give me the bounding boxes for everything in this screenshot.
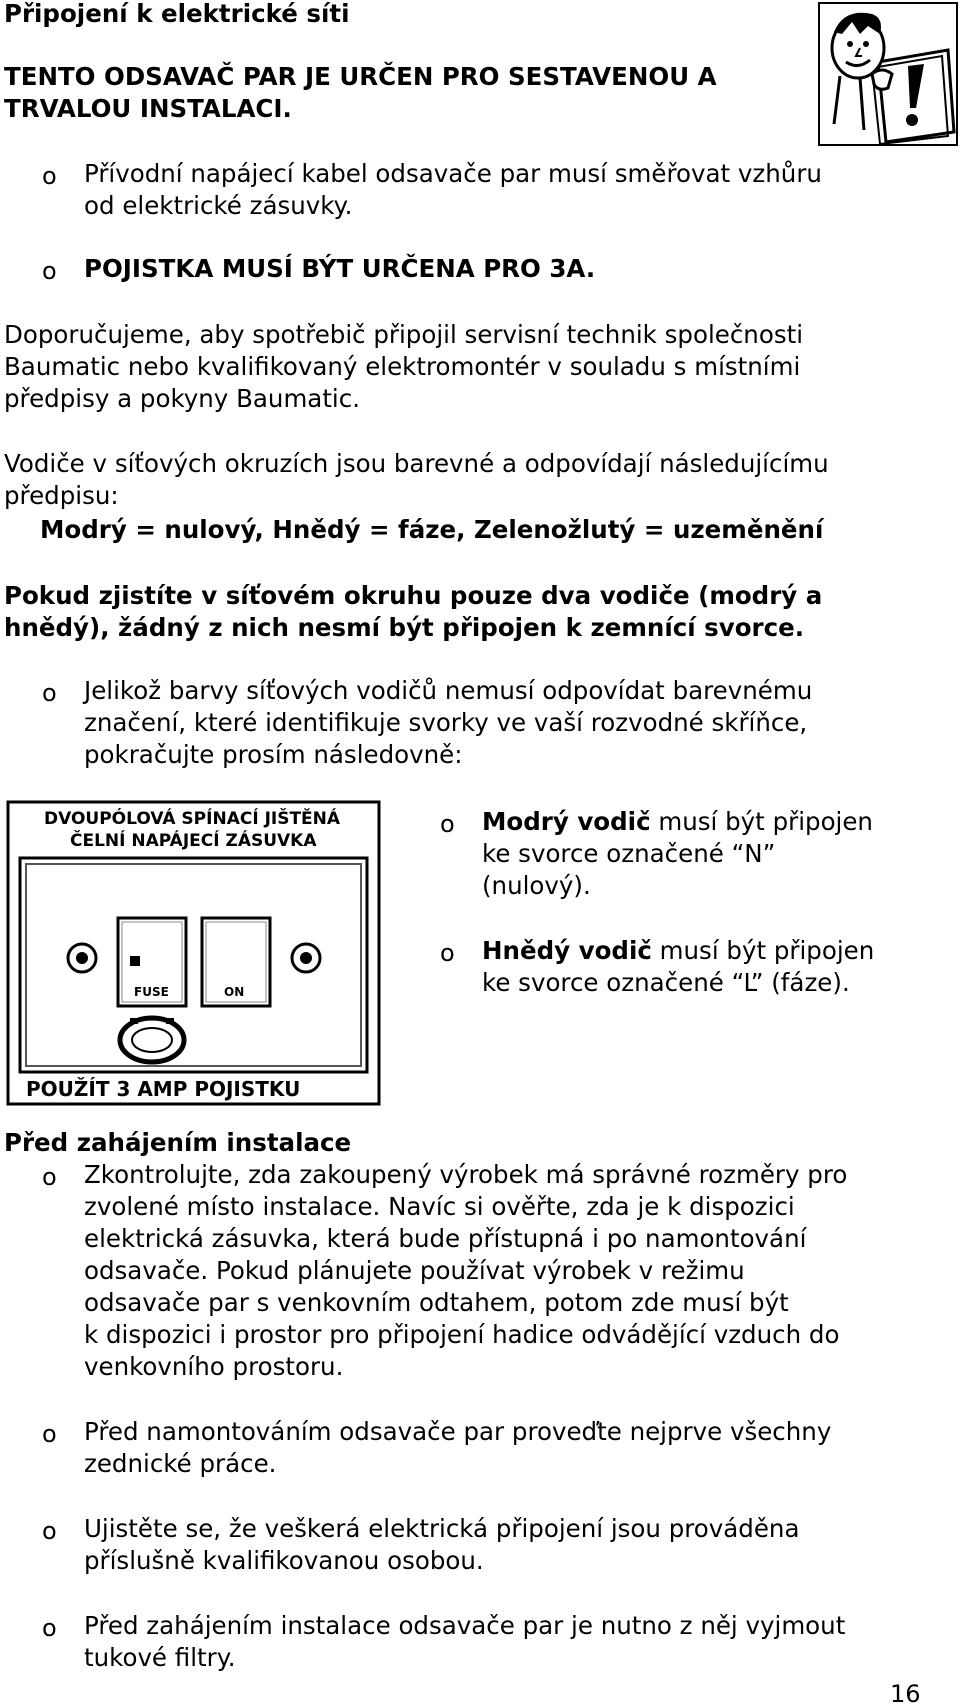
page-number: 16	[890, 1680, 921, 1708]
bullet-glyph: o	[42, 1163, 57, 1191]
install-notice-line: TRVALOU INSTALACI.	[4, 94, 292, 123]
color-code-line: Modrý = nulový, Hnědý = fáze, Zelenožlutý = uzeměnění	[40, 515, 824, 544]
wire-rule-blue: Modrý vodič musí být připojen	[482, 807, 873, 836]
before-item-line: tukové filtry.	[84, 1643, 236, 1672]
before-item-line: zednické práce.	[84, 1449, 277, 1478]
recommend-line: předpisy a pokyny Baumatic.	[4, 384, 360, 413]
wire-rule-line: ke svorce označené “N”	[482, 839, 776, 868]
two-wire-warning-line: Pokud zjistíte v síťovém okruhu pouze dva vodiče (modrý a	[4, 581, 823, 610]
figure-label-top: ČELNÍ NAPÁJECÍ ZÁSUVKA	[70, 831, 317, 851]
switch-right-label: ON	[224, 985, 245, 999]
figure-label-top: DVOUPÓLOVÁ SPÍNACÍ JIŠTĚNÁ	[44, 809, 341, 829]
install-notice-line: TENTO ODSAVAČ PAR JE URČEN PRO SESTAVENOU A	[4, 62, 717, 91]
bullet-text-line: pokračujte prosím následovně:	[84, 740, 463, 769]
bullet-glyph: o	[440, 939, 455, 967]
bullet-glyph: o	[42, 162, 57, 190]
before-item-line: k dispozici i prostor pro připojení hadice odvádějící vzduch do	[84, 1320, 840, 1349]
before-item-line: příslušně kvalifikovanou osobou.	[84, 1546, 484, 1575]
bullet-glyph: o	[440, 810, 455, 838]
before-item-line: odsavače. Pokud plánujete používat výrobek v režimu	[84, 1256, 745, 1285]
figure-label-bottom: POUŽÍT 3 AMP POJISTKU	[26, 1077, 301, 1101]
bullet-glyph: o	[42, 679, 57, 707]
warning-cartoon-illustration	[818, 2, 958, 146]
recommend-line: Baumatic nebo kvalifikovaný elektromontér v souladu s místními	[4, 352, 801, 381]
bullet-text-line: Přívodní napájecí kabel odsavače par musí směřovat vzhůru	[84, 159, 822, 188]
before-heading: Před zahájením instalace	[4, 1128, 352, 1157]
bullet-text-line: značení, které identifikuje svorky ve vaší rozvodné skříňce,	[84, 708, 808, 737]
switch-left-label: FUSE	[134, 985, 169, 999]
two-wire-warning-line: hnědý), žádný z nich nesmí být připojen k zemnící svorce.	[4, 613, 805, 642]
wire-rule-line: ke svorce označené “L” (fáze).	[482, 968, 850, 997]
before-item-line: Ujistěte se, že veškerá elektrická připojení jsou prováděna	[84, 1514, 800, 1543]
bullet-glyph: o	[42, 257, 57, 285]
before-item-line: venkovního prostoru.	[84, 1352, 344, 1381]
fuse-notice: POJISTKA MUSÍ BÝT URČENA PRO 3A.	[84, 254, 596, 283]
before-item-line: Před namontováním odsavače par proveďte nejprve všechny	[84, 1417, 832, 1446]
wire-rule-brown: Hnědý vodič musí být připojen	[482, 936, 875, 965]
bullet-glyph: o	[42, 1420, 57, 1448]
wire-rule-line: (nulový).	[482, 871, 591, 900]
recommend-line: Doporučujeme, aby spotřebič připojil servisní technik společnosti	[4, 320, 804, 349]
wires-intro-line: Vodiče v síťových okruzích jsou barevné a odpovídají následujícímu	[4, 449, 829, 478]
wires-intro-line: předpisu:	[4, 481, 119, 510]
bullet-text-line: Jelikož barvy síťových vodičů nemusí odpovídat barevnému	[84, 676, 813, 705]
bullet-text-line: od elektrické zásuvky.	[84, 191, 353, 220]
bullet-glyph: o	[42, 1517, 57, 1545]
before-item-line: odsavače par s venkovním odtahem, potom zde musí být	[84, 1288, 789, 1317]
before-item-line: Před zahájením instalace odsavače par je nutno z něj vyjmout	[84, 1611, 846, 1640]
section-heading: Připojení k elektrické síti	[4, 0, 350, 28]
bullet-glyph: o	[42, 1614, 57, 1642]
before-item-line: Zkontrolujte, zda zakoupený výrobek má správné rozměry pro	[84, 1160, 848, 1189]
before-item-line: elektrická zásuvka, která bude přístupná i po namontování	[84, 1224, 807, 1253]
before-item-line: zvolené místo instalace. Navíc si ověřte, zda je k dispozici	[84, 1192, 795, 1221]
socket-diagram	[6, 800, 381, 1106]
